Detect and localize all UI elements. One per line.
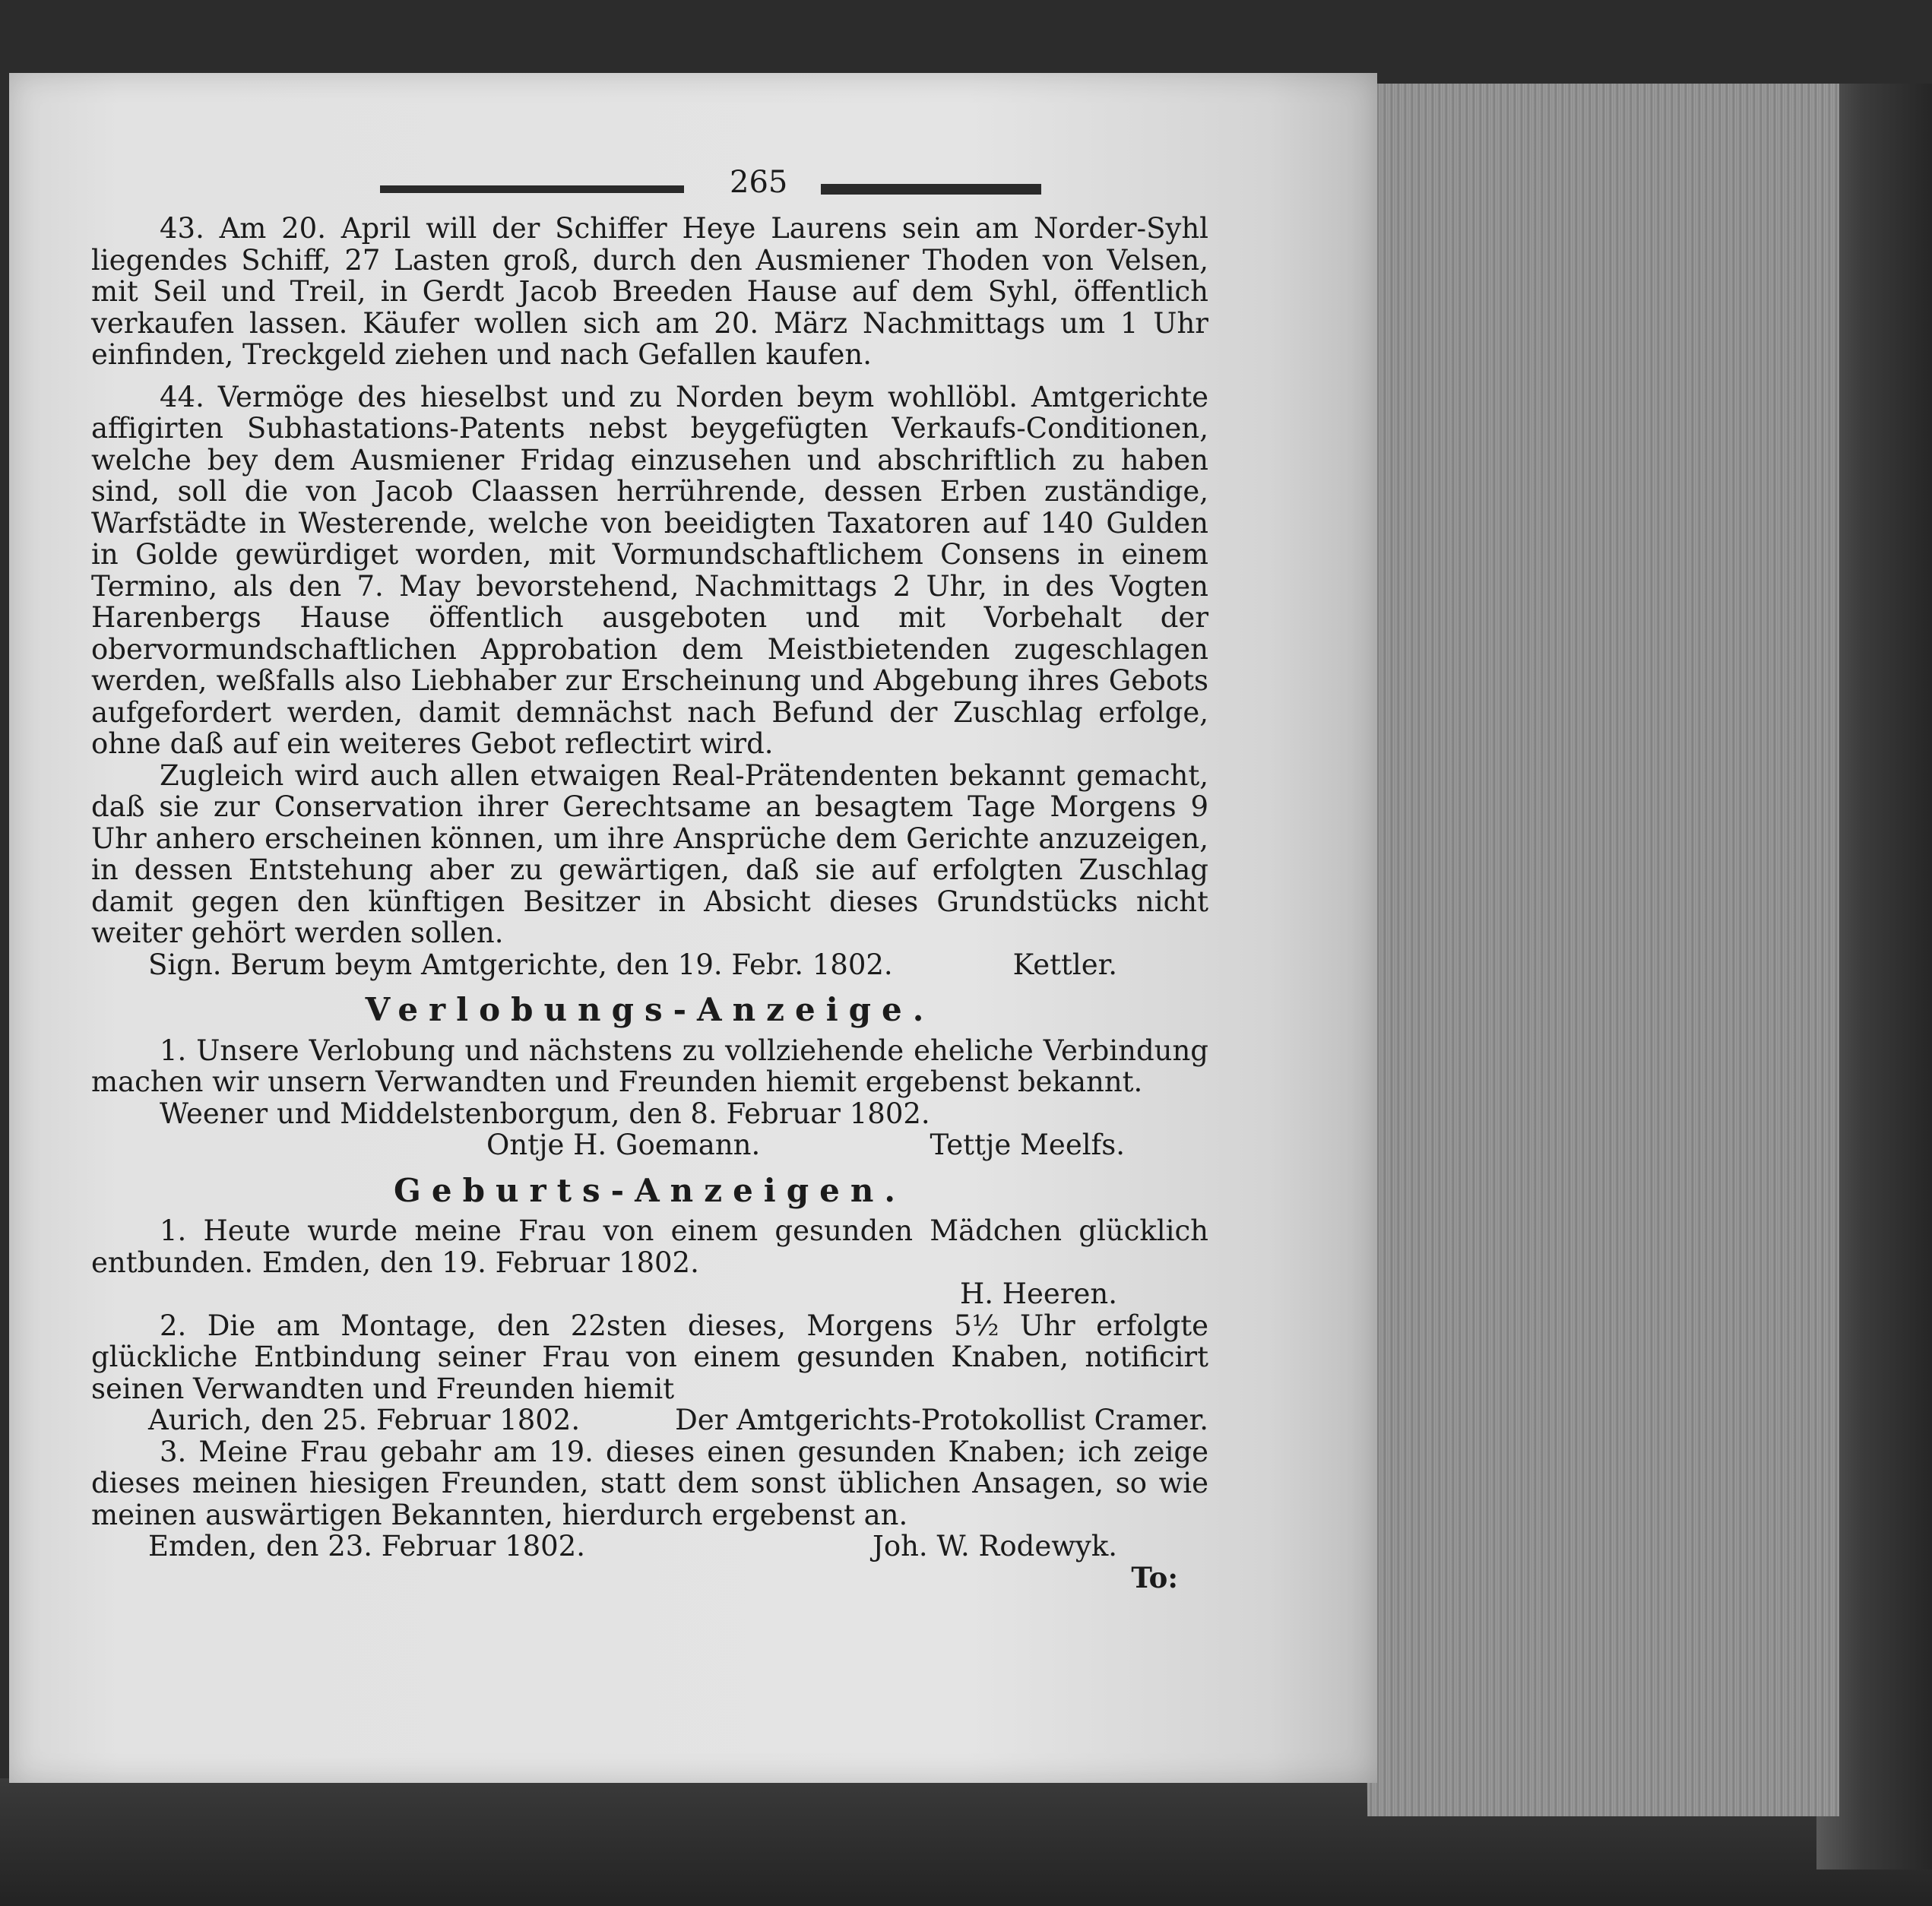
verlobung-names [91,1129,1208,1161]
header-rule-left [380,185,684,193]
entry-44-notice: Zugleich wird auch allen etwaigen Real-Prätendenten bekannt gemacht, daß sie zur Conservation ihrer Gerechtsame an besagtem Tage Morgens 9 Uhr anhero erscheinen können, um ihre Ansprüche dem Gerichte anzuzeigen, in dessen Entstehung aber zu gewärtigen, daß sie auf erfolgten Zuschlag damit gegen den künftigen Besitzer in Absicht dieses Grundstücks nicht weiter gehört werden sollen. [91,758,1208,949]
geburt-2-signature [91,1404,1208,1436]
heading-verlobung: Verlobungs-Anzeige. [365,991,935,1028]
page-header [91,167,1208,213]
entry-44: 44. Vermöge des hieselbst und zu Norden beym wohllöbl. Amtgerichte affigirten Subhastations-Patents nebst beygefügten Verkaufs-Conditionen, welche bey dem Ausmiener Fridag einzusehen und abschriftlich zu haben sind, soll die von Jacob Claassen herrührende, dessen Erben zuständige, Warfstädte in Westerende, welche von beeidigten Taxatoren auf 140 Gulden in Golde gewürdiget worden, mit Vormundschaftlichem Consens in einem Termino, als den 7. May bevorstehend, Nachmittags 2 Uhr, in des Vogten Harenbergs Hause öffentlich ausgeboten und mit Vorbehalt der obervormundschaftlichen Approbation dem Meistbietenden zugeschlagen werden, weßfalls also Liebhaber zur Erscheinung und Abgebung ihres Gebots aufgefordert werden, damit demnächst nach Befund der Zuschlag erfolge, ohne daß auf ein weiteres Gebot reflectirt wird. [91,380,1208,760]
entry-43: 43. Am 20. April will der Schiffer Heye Laurens sein am Norder-Syhl liegendes Schiff, 27 Lasten groß, durch den Ausmiener Thoden von Velsen, mit Seil und Treil, in Gerdt Jacob Breeden Hause auf dem Syhl, öffentlich verkaufen lassen. Käufer wollen sich am 20. März Nachmittags um 1 Uhr einfinden, Treckgeld ziehen und nach Gefallen kaufen. [91,212,1208,371]
verlobung-place-date: Weener und Middelstenborgum, den 8. Februar 1802. [160,1097,930,1130]
header-rule-right [821,184,1041,195]
entry-44-sign-right: Kettler. [1012,948,1117,981]
page-edges [1353,84,1839,1816]
geburt-3-left: Emden, den 23. Februar 1802. [148,1530,585,1562]
geburt-1: 1. Heute wurde meine Frau von einem gesunden Mädchen glücklich entbunden. Emden, den 19. Februar 1802. [91,1214,1208,1279]
catchword: To: [1131,1560,1178,1594]
verlobung-name-1: Ontje H. Goemann. [486,1129,761,1161]
geburt-2-right: Der Amtgerichts-Protokollist Cramer. [675,1404,1208,1436]
geburt-2-left: Aurich, den 25. Februar 1802. [148,1404,581,1436]
geburt-1-name: H. Heeren. [959,1278,1117,1310]
page-text [91,167,1208,1594]
geburt-1-signature [91,1278,1208,1310]
geburt-3-right: Joh. W. Rodewyk. [872,1530,1117,1562]
heading-geburt: Geburts-Anzeigen. [394,1171,906,1209]
geburt-2: 2. Die am Montage, den 22sten dieses, Morgens 5½ Uhr erfolgte glückliche Entbindung seiner Frau von einem gesunden Knaben, notificirt seinen Verwandten und Freunden hiemit [91,1309,1208,1405]
geburt-3: 3. Meine Frau gebahr am 19. dieses einen gesunden Knaben; ich zeige dieses meinen hiesigen Freunden, statt dem sonst üblichen Ansagen, so wie meinen auswärtigen Bekannten, hierdurch ergebenst an. [91,1435,1208,1531]
entry-44-sign-left: Sign. Berum beym Amtgerichte, den 19. Febr. 1802. [148,948,893,981]
verlobung-text: 1. Unsere Verlobung und nächstens zu vollziehende eheliche Verbindung machen wir unsern Verwandten und Freunden hiemit ergebenst bekannt. [91,1034,1208,1098]
verlobung-name-2: Tettje Meelfs. [930,1129,1125,1161]
page-number: 265 [730,165,788,200]
entry-44-signature [91,949,1208,981]
geburt-3-signature [91,1531,1208,1562]
